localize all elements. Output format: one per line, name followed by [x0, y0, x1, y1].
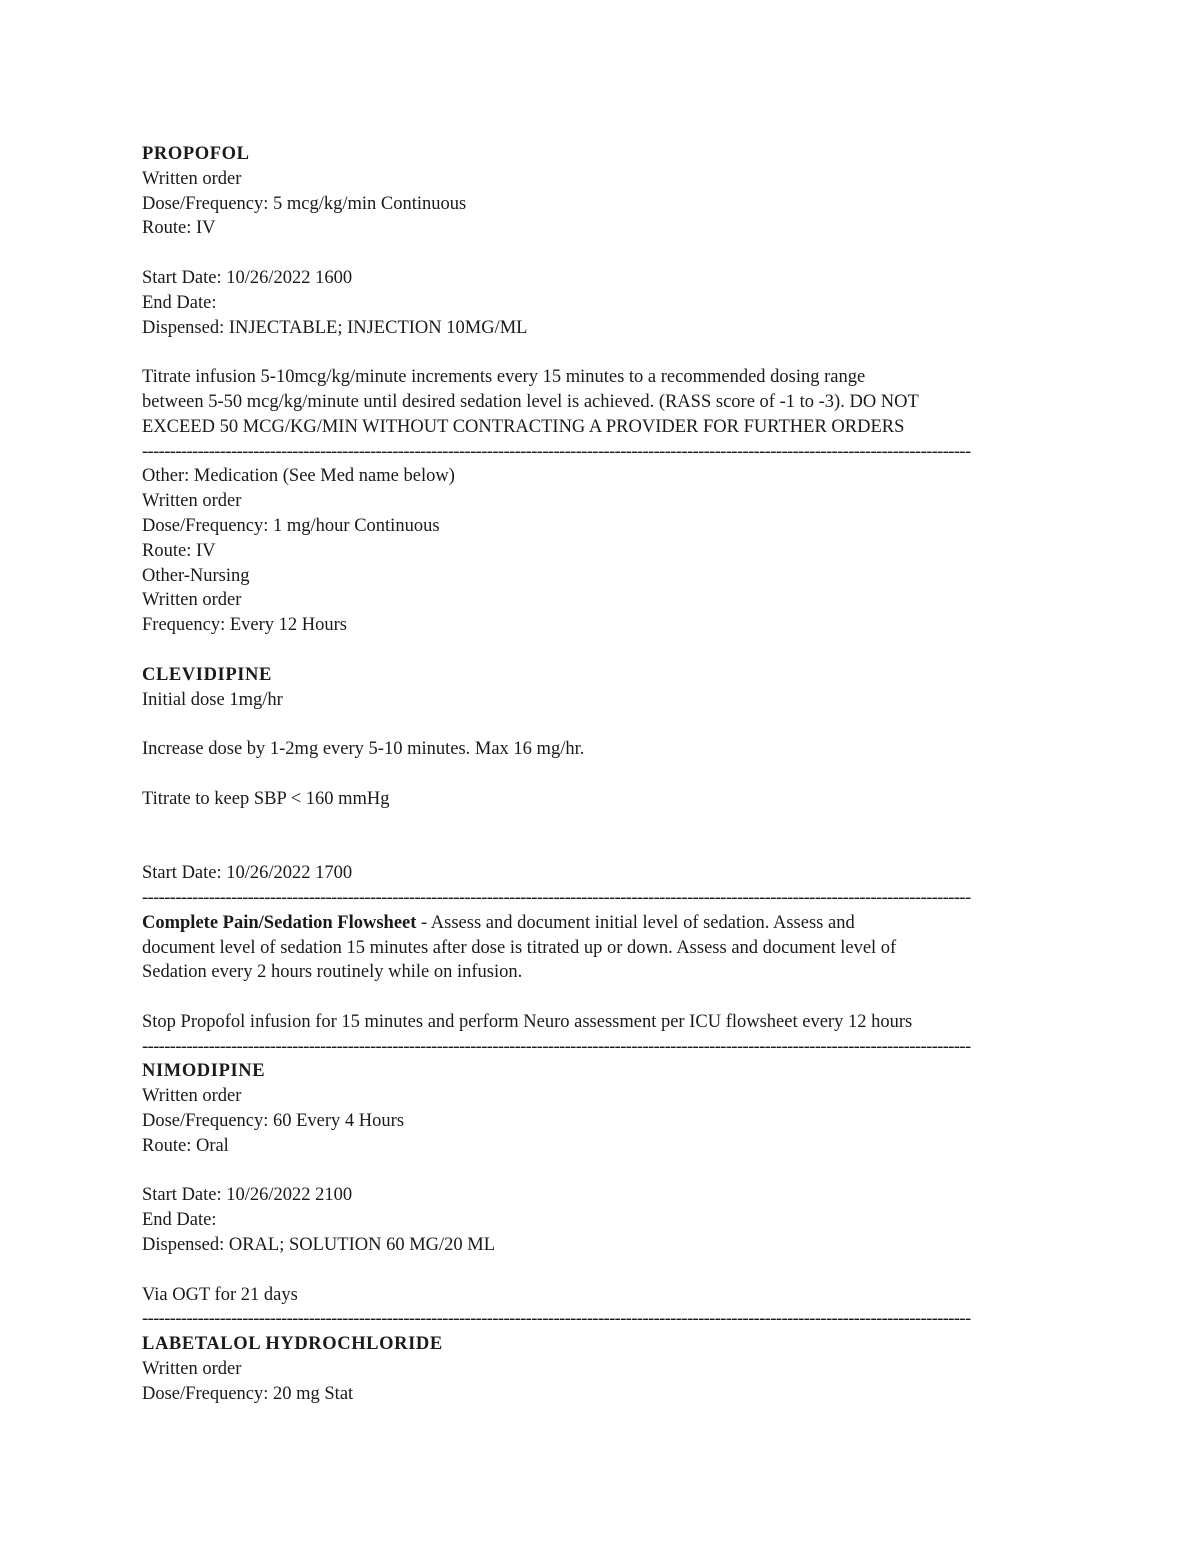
labetalol-dose: Dose/Frequency: 20 mg Stat	[142, 1383, 354, 1404]
other-medication-route: Route: IV	[142, 540, 216, 561]
section-divider: -----------------------------------------------------------------------------------------------------------------------------------------------------	[142, 1036, 971, 1057]
flowsheet-paragraph-line-3: Sedation every 2 hours routinely while on infusion.	[142, 962, 523, 983]
other-medication-dose: Dose/Frequency: 1 mg/hour Continuous	[142, 515, 440, 536]
spacer	[142, 1258, 1054, 1283]
propofol-dispensed: Dispensed: INJECTABLE; INJECTION 10MG/ML	[142, 317, 528, 338]
spacer	[142, 812, 1054, 837]
clevidipine-initial-dose: Initial dose 1mg/hr	[142, 689, 283, 710]
propofol-order-type: Written order	[142, 168, 242, 189]
spacer	[142, 985, 1054, 1010]
clevidipine-increase-dose: Increase dose by 1-2mg every 5-10 minutes. Max 16 mg/hr.	[142, 739, 585, 760]
propofol-start-date: Start Date: 10/26/2022 1600	[142, 267, 353, 288]
propofol-instructions-line-2: between 5-50 mcg/kg/minute until desired sedation level is achieved. (RASS score of -1 to -3). DO NOT	[142, 391, 919, 412]
spacer	[142, 762, 1054, 787]
section-divider: -----------------------------------------------------------------------------------------------------------------------------------------------------	[142, 441, 971, 462]
nimodipine-dispensed: Dispensed: ORAL; SOLUTION 60 MG/20 ML	[142, 1235, 496, 1256]
labetalol-order-type: Written order	[142, 1359, 242, 1380]
nimodipine-dose: Dose/Frequency: 60 Every 4 Hours	[142, 1111, 405, 1132]
other-nursing-order-type: Written order	[142, 590, 242, 611]
propofol-instructions-line-3: EXCEED 50 MCG/KG/MIN WITHOUT CONTRACTING A PROVIDER FOR FURTHER ORDERS	[142, 416, 905, 437]
propofol-title: PROPOFOL	[142, 144, 250, 164]
clevidipine-title: CLEVIDIPINE	[142, 664, 272, 685]
propofol-route: Route: IV	[142, 218, 216, 239]
other-nursing-title: Other-Nursing	[142, 565, 250, 586]
spacer	[142, 340, 1054, 365]
spacer	[142, 836, 1054, 861]
spacer	[142, 638, 1054, 663]
flowsheet-stop-propofol: Stop Propofol infusion for 15 minutes and perform Neuro assessment per ICU flowsheet every 12 hours	[142, 1011, 913, 1032]
nimodipine-end-date: End Date:	[142, 1210, 217, 1231]
flowsheet-label: Complete Pain/Sedation Flowsheet	[142, 912, 417, 933]
section-divider: -----------------------------------------------------------------------------------------------------------------------------------------------------	[142, 887, 971, 908]
nimodipine-order-type: Written order	[142, 1086, 242, 1107]
nimodipine-title: NIMODIPINE	[142, 1061, 266, 1082]
clevidipine-start-date: Start Date: 10/26/2022 1700	[142, 863, 353, 884]
propofol-instructions-line-1: Titrate infusion 5-10mcg/kg/minute increments every 15 minutes to a recommended dosing range	[142, 367, 866, 388]
clevidipine-titrate: Titrate to keep SBP < 160 mmHg	[142, 788, 390, 809]
labetalol-title: LABETALOL HYDROCHLORIDE	[142, 1334, 443, 1355]
nimodipine-route: Route: Oral	[142, 1135, 229, 1156]
spacer	[142, 712, 1054, 737]
other-medication-title: Other: Medication (See Med name below)	[142, 466, 455, 487]
propofol-dose: Dose/Frequency: 5 mcg/kg/min Continuous	[142, 193, 467, 214]
section-divider: -----------------------------------------------------------------------------------------------------------------------------------------------------	[142, 1309, 971, 1330]
medication-orders-document	[142, 142, 1054, 1407]
nimodipine-via: Via OGT for 21 days	[142, 1284, 298, 1305]
flowsheet-paragraph-line-1	[142, 911, 1054, 936]
flowsheet-text-1: - Assess and document initial level of sedation. Assess and	[416, 912, 855, 933]
spacer	[142, 1159, 1054, 1184]
propofol-end-date: End Date:	[142, 292, 217, 313]
other-medication-order-type: Written order	[142, 491, 242, 512]
other-nursing-frequency: Frequency: Every 12 Hours	[142, 615, 347, 636]
flowsheet-paragraph-line-2: document level of sedation 15 minutes after dose is titrated up or down. Assess and document level of	[142, 937, 897, 958]
spacer	[142, 241, 1054, 266]
nimodipine-start-date: Start Date: 10/26/2022 2100	[142, 1185, 353, 1206]
